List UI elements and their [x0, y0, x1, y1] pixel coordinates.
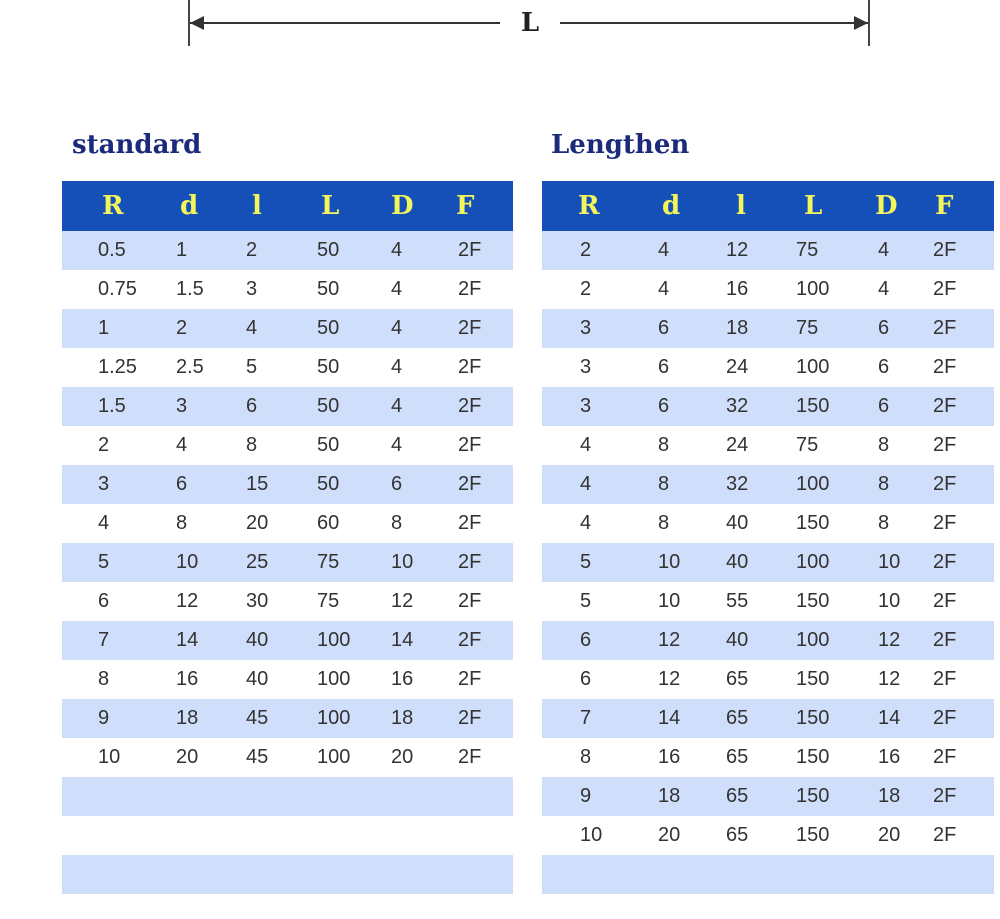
dimension-label: L	[520, 8, 540, 38]
table-cell: 4	[98, 512, 110, 534]
table-cell: 150	[796, 590, 830, 612]
table-cell: 150	[796, 512, 830, 534]
table-cell: 55	[726, 590, 749, 612]
table-cell: 50	[317, 278, 340, 300]
table-row	[542, 504, 994, 543]
table-cell: 50	[317, 356, 340, 378]
table-cell: 4	[658, 278, 670, 300]
table-row	[542, 387, 994, 426]
table-row	[62, 543, 513, 582]
header-cell: L	[804, 191, 823, 221]
table-cell: 6	[246, 395, 258, 417]
length-dimension-line	[188, 0, 870, 48]
table-row	[62, 426, 513, 465]
dimension-line-left	[190, 22, 500, 24]
header-cell: L	[321, 191, 340, 221]
table-row	[542, 309, 994, 348]
table-cell: 16	[176, 668, 199, 690]
table-cell: 4	[391, 356, 403, 378]
table-cell: 14	[176, 629, 199, 651]
table-row	[62, 348, 513, 387]
table-row	[542, 660, 994, 699]
table-cell: 20	[391, 746, 414, 768]
table-cell: 6	[391, 473, 403, 495]
table-cell: 20	[176, 746, 199, 768]
table-row	[542, 621, 994, 660]
table-cell: 2F	[933, 668, 957, 690]
table-cell: 4	[391, 395, 403, 417]
table-cell: 6	[658, 395, 670, 417]
table-cell: 8	[580, 746, 592, 768]
table-cell: 50	[317, 395, 340, 417]
table-row	[542, 231, 994, 270]
table-row	[62, 582, 513, 621]
table-cell: 12	[726, 239, 749, 261]
standard-table	[62, 181, 513, 894]
table-cell: 8	[878, 473, 890, 495]
table-cell: 7	[98, 629, 110, 651]
table-cell: 10	[658, 590, 681, 612]
table-cell: 2F	[933, 785, 957, 807]
table-cell: 2F	[458, 629, 482, 651]
table-cell: 40	[726, 551, 749, 573]
table-cell: 6	[878, 356, 890, 378]
table-cell: 12	[658, 629, 681, 651]
table-cell: 2F	[933, 278, 957, 300]
lengthen-table-header	[542, 181, 994, 231]
table-row	[542, 543, 994, 582]
table-cell: 12	[878, 629, 901, 651]
table-cell: 5	[580, 590, 592, 612]
table-cell: 16	[726, 278, 749, 300]
table-cell: 14	[658, 707, 681, 729]
table-cell: 1	[176, 239, 188, 261]
table-cell: 32	[726, 473, 749, 495]
table-cell: 2	[246, 239, 258, 261]
table-cell: 4	[580, 434, 592, 456]
header-cell: D	[875, 191, 898, 221]
table-cell: 50	[317, 317, 340, 339]
table-cell: 100	[796, 551, 830, 573]
table-row	[62, 816, 513, 855]
table-cell: 2F	[933, 707, 957, 729]
table-cell: 75	[796, 317, 819, 339]
table-row	[62, 387, 513, 426]
table-cell: 4	[658, 239, 670, 261]
table-row	[542, 777, 994, 816]
table-cell: 3	[580, 356, 592, 378]
table-cell: 9	[580, 785, 592, 807]
table-cell: 0.5	[98, 239, 126, 261]
table-cell: 100	[796, 473, 830, 495]
table-cell: 100	[796, 356, 830, 378]
table-cell: 0.75	[98, 278, 137, 300]
table-cell: 2F	[933, 356, 957, 378]
table-cell: 8	[246, 434, 258, 456]
table-cell: 4	[580, 512, 592, 534]
header-cell: d	[662, 191, 681, 221]
table-cell: 10	[878, 551, 901, 573]
table-cell: 2F	[458, 434, 482, 456]
table-cell: 2F	[458, 668, 482, 690]
table-cell: 100	[796, 278, 830, 300]
table-cell: 6	[658, 356, 670, 378]
header-cell: R	[578, 191, 600, 221]
table-row	[62, 465, 513, 504]
table-row	[62, 738, 513, 777]
table-cell: 18	[391, 707, 414, 729]
table-row	[62, 231, 513, 270]
table-cell: 24	[726, 356, 749, 378]
table-cell: 2	[98, 434, 110, 456]
table-cell: 75	[796, 239, 819, 261]
table-cell: 5	[98, 551, 110, 573]
table-row	[542, 582, 994, 621]
header-cell: D	[391, 191, 414, 221]
table-cell: 25	[246, 551, 269, 573]
table-cell: 40	[246, 629, 269, 651]
table-cell: 6	[878, 317, 890, 339]
table-cell: 2	[580, 278, 592, 300]
table-row	[542, 699, 994, 738]
table-cell: 3	[580, 395, 592, 417]
table-cell: 4	[391, 434, 403, 456]
table-row	[62, 699, 513, 738]
table-cell: 1.5	[98, 395, 126, 417]
table-cell: 50	[317, 239, 340, 261]
table-cell: 100	[317, 746, 351, 768]
table-cell: 40	[726, 629, 749, 651]
table-cell: 12	[176, 590, 199, 612]
table-cell: 40	[726, 512, 749, 534]
table-row	[62, 855, 513, 894]
table-cell: 2F	[933, 317, 957, 339]
table-cell: 2F	[458, 707, 482, 729]
table-cell: 2F	[933, 746, 957, 768]
table-cell: 2F	[458, 395, 482, 417]
table-cell: 4	[391, 317, 403, 339]
table-cell: 18	[176, 707, 199, 729]
table-row	[542, 465, 994, 504]
table-cell: 50	[317, 473, 340, 495]
table-cell: 75	[796, 434, 819, 456]
table-cell: 2F	[933, 473, 957, 495]
table-row	[542, 855, 994, 894]
table-cell: 10	[658, 551, 681, 573]
dimension-line-right	[560, 22, 868, 24]
table-cell: 2	[580, 239, 592, 261]
lengthen-title: Lengthen	[551, 130, 690, 160]
table-row	[542, 348, 994, 387]
table-cell: 2F	[458, 512, 482, 534]
header-cell: d	[180, 191, 199, 221]
table-cell: 18	[726, 317, 749, 339]
arrow-right-icon	[854, 16, 868, 30]
header-cell: l	[736, 191, 746, 221]
table-cell: 1	[98, 317, 110, 339]
table-cell: 3	[580, 317, 592, 339]
table-cell: 150	[796, 824, 830, 846]
table-cell: 5	[580, 551, 592, 573]
table-cell: 2F	[933, 395, 957, 417]
table-cell: 4	[878, 278, 890, 300]
table-row	[62, 270, 513, 309]
table-cell: 6	[658, 317, 670, 339]
table-cell: 2	[176, 317, 188, 339]
header-cell: R	[102, 191, 124, 221]
table-cell: 75	[317, 551, 340, 573]
table-cell: 16	[658, 746, 681, 768]
table-cell: 4	[391, 278, 403, 300]
table-cell: 100	[317, 707, 351, 729]
table-cell: 65	[726, 707, 749, 729]
table-cell: 4	[176, 434, 188, 456]
table-row	[62, 621, 513, 660]
table-row	[62, 660, 513, 699]
table-cell: 150	[796, 746, 830, 768]
table-cell: 6	[878, 395, 890, 417]
standard-title: standard	[72, 130, 202, 160]
table-cell: 7	[580, 707, 592, 729]
table-cell: 15	[246, 473, 269, 495]
table-cell: 45	[246, 707, 269, 729]
table-cell: 65	[726, 668, 749, 690]
table-cell: 20	[658, 824, 681, 846]
table-cell: 3	[246, 278, 258, 300]
table-cell: 2.5	[176, 356, 204, 378]
table-cell: 4	[580, 473, 592, 495]
header-cell: F	[935, 191, 954, 221]
table-cell: 8	[658, 434, 670, 456]
table-cell: 10	[580, 824, 603, 846]
table-cell: 2F	[458, 278, 482, 300]
table-cell: 2F	[458, 551, 482, 573]
dimension-tick-right	[868, 0, 870, 46]
table-cell: 18	[658, 785, 681, 807]
table-row	[542, 816, 994, 855]
table-cell: 9	[98, 707, 110, 729]
table-cell: 6	[580, 629, 592, 651]
table-cell: 65	[726, 824, 749, 846]
table-cell: 10	[176, 551, 199, 573]
table-cell: 10	[878, 590, 901, 612]
table-cell: 150	[796, 707, 830, 729]
table-row	[62, 309, 513, 348]
table-cell: 3	[98, 473, 110, 495]
table-cell: 2F	[933, 824, 957, 846]
table-cell: 50	[317, 434, 340, 456]
table-cell: 100	[317, 668, 351, 690]
header-cell: F	[456, 191, 475, 221]
header-cell: l	[252, 191, 262, 221]
table-cell: 20	[878, 824, 901, 846]
table-cell: 2F	[933, 551, 957, 573]
table-cell: 5	[246, 356, 258, 378]
table-cell: 10	[98, 746, 121, 768]
table-row	[62, 777, 513, 816]
table-cell: 14	[878, 707, 901, 729]
table-cell: 6	[98, 590, 110, 612]
table-cell: 2F	[458, 590, 482, 612]
table-cell: 2F	[933, 590, 957, 612]
table-cell: 150	[796, 395, 830, 417]
table-cell: 8	[658, 512, 670, 534]
table-row	[542, 738, 994, 777]
table-cell: 16	[391, 668, 414, 690]
table-cell: 4	[391, 239, 403, 261]
table-cell: 40	[246, 668, 269, 690]
table-cell: 4	[246, 317, 258, 339]
table-cell: 2F	[458, 356, 482, 378]
table-cell: 4	[878, 239, 890, 261]
table-cell: 8	[878, 512, 890, 534]
table-cell: 1.25	[98, 356, 137, 378]
table-cell: 2F	[933, 629, 957, 651]
table-cell: 3	[176, 395, 188, 417]
table-cell: 2F	[933, 512, 957, 534]
table-cell: 2F	[458, 746, 482, 768]
table-cell: 100	[796, 629, 830, 651]
table-cell: 45	[246, 746, 269, 768]
table-cell: 18	[878, 785, 901, 807]
table-cell: 2F	[458, 473, 482, 495]
table-cell: 8	[176, 512, 188, 534]
table-cell: 12	[878, 668, 901, 690]
table-cell: 14	[391, 629, 414, 651]
table-cell: 6	[580, 668, 592, 690]
table-cell: 12	[658, 668, 681, 690]
table-cell: 65	[726, 746, 749, 768]
table-row	[542, 270, 994, 309]
table-cell: 16	[878, 746, 901, 768]
table-cell: 24	[726, 434, 749, 456]
table-cell: 65	[726, 785, 749, 807]
lengthen-table	[542, 181, 994, 894]
table-cell: 12	[391, 590, 414, 612]
table-cell: 30	[246, 590, 269, 612]
table-cell: 100	[317, 629, 351, 651]
standard-table-header	[62, 181, 513, 231]
table-cell: 2F	[933, 239, 957, 261]
table-cell: 8	[98, 668, 110, 690]
table-cell: 32	[726, 395, 749, 417]
table-cell: 8	[658, 473, 670, 495]
table-row	[542, 426, 994, 465]
table-cell: 10	[391, 551, 414, 573]
table-cell: 150	[796, 785, 830, 807]
arrow-left-icon	[190, 16, 204, 30]
table-cell: 2F	[458, 317, 482, 339]
table-cell: 2F	[933, 434, 957, 456]
table-cell: 2F	[458, 239, 482, 261]
table-cell: 8	[878, 434, 890, 456]
table-cell: 8	[391, 512, 403, 534]
table-cell: 75	[317, 590, 340, 612]
table-row	[62, 504, 513, 543]
table-cell: 150	[796, 668, 830, 690]
table-cell: 1.5	[176, 278, 204, 300]
table-cell: 60	[317, 512, 340, 534]
table-cell: 6	[176, 473, 188, 495]
table-cell: 20	[246, 512, 269, 534]
